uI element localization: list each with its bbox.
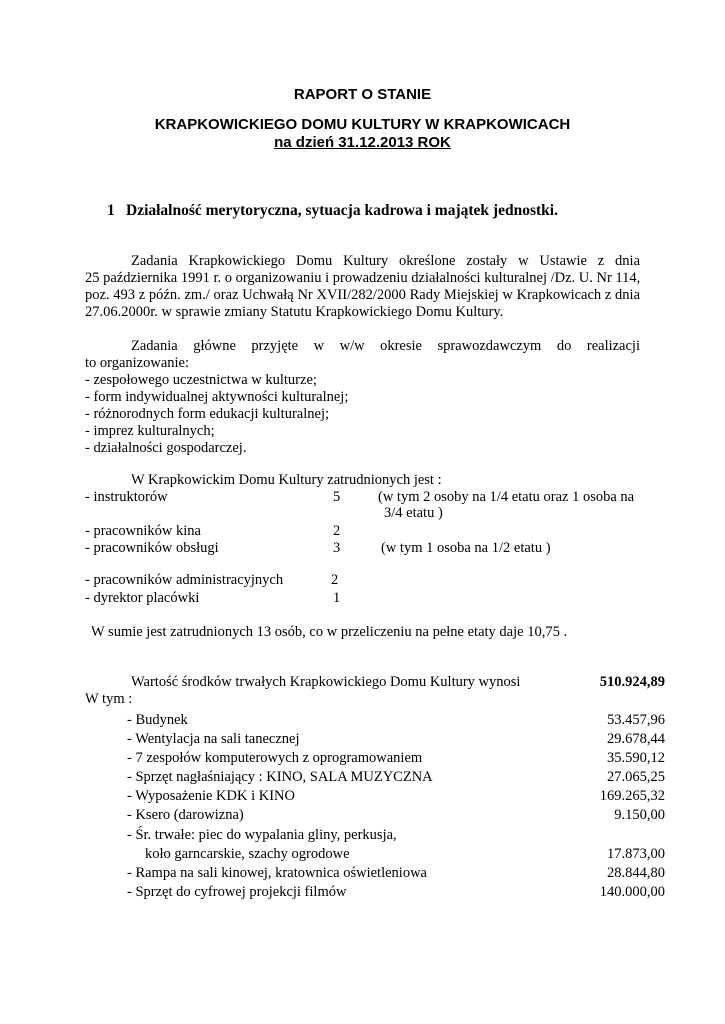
asset-value: 169.265,32 xyxy=(599,788,665,804)
para1-line3: poz. 493 z późn. zm./ oraz Uchwałą Nr XVII/282/2000 Rady Miejskiej w Krapkowicach z dnia xyxy=(85,287,640,303)
asset-label: - Sprzęt do cyfrowej projekcji filmów xyxy=(127,884,347,900)
asset-value: 53.457,96 xyxy=(607,712,665,728)
asset-label: - Ksero (darowizna) xyxy=(127,807,244,823)
staff-label: - instruktorów xyxy=(85,489,168,505)
assets-intro: Wartość środków trwałych Krapkowickiego Domu Kultury wynosi xyxy=(131,674,521,690)
para2-line2: to organizowanie: xyxy=(85,355,190,371)
asset-value: 140.000,00 xyxy=(599,884,665,900)
asset-value: 35.590,12 xyxy=(607,750,665,766)
assets-wtym: W tym : xyxy=(85,691,133,707)
assets-total: 510.924,89 xyxy=(599,674,665,690)
staff-label: - pracowników kina xyxy=(85,523,201,539)
staff-count: 3 xyxy=(333,540,341,556)
asset-value: 17.873,00 xyxy=(607,846,665,862)
list-item: - form indywidualnej aktywności kulturalnej; xyxy=(85,389,349,405)
report-subtitle: KRAPKOWICKIEGO DOMU KULTURY W KRAPKOWICACH xyxy=(154,116,571,133)
para1-line1: Zadania Krapkowickiego Domu Kultury określone zostały w Ustawie z dnia xyxy=(131,253,640,269)
asset-label: - Sprzęt nagłaśniający : KINO, SALA MUZYCZNA xyxy=(127,769,433,785)
staff-label: - dyrektor placówki xyxy=(85,590,200,606)
asset-label-cont: koło garncarskie, szachy ogrodowe xyxy=(145,846,350,862)
list-item: - działalności gospodarczej. xyxy=(85,440,247,456)
asset-label: - Rampa na sali kinowej, kratownica oświetleniowa xyxy=(127,865,427,881)
asset-value: 29.678,44 xyxy=(607,731,665,747)
para2-line1: Zadania główne przyjęte w w/w okresie sprawozdawczym do realizacji xyxy=(131,338,640,354)
list-item: - różnorodnych form edukacji kulturalnej; xyxy=(85,406,330,422)
staff-intro: W Krapkowickim Domu Kultury zatrudnionych jest : xyxy=(131,472,442,488)
staff-count: 2 xyxy=(331,572,339,588)
asset-value: 27.065,25 xyxy=(607,769,665,785)
staff-count: 2 xyxy=(333,523,341,539)
section-heading: Działalność merytoryczna, sytuacja kadrowa i majątek jednostki. xyxy=(126,202,558,219)
staff-note: (w tym 2 osoby na 1/4 etatu oraz 1 osoba na xyxy=(378,489,635,505)
staff-label: - pracowników obsługi xyxy=(85,540,219,556)
staff-label: - pracowników administracyjnych xyxy=(85,572,284,588)
para1-line2: 25 października 1991 r. o organizowaniu i prowadzeniu działalności kulturalnej /Dz. U. Nr 114, xyxy=(85,270,641,286)
asset-label: - Śr. trwałe: piec do wypalania gliny, perkusja, xyxy=(127,827,397,843)
staff-note: (w tym 1 osoba na 1/2 etatu ) xyxy=(381,540,551,556)
asset-label: - 7 zespołów komputerowych z oprogramowaniem xyxy=(127,750,423,766)
asset-value: 9.150,00 xyxy=(614,807,665,823)
staff-note-cont: 3/4 etatu ) xyxy=(384,505,443,521)
staff-count: 5 xyxy=(333,489,341,505)
staff-count: 1 xyxy=(333,590,341,606)
report-title: RAPORT O STANIE xyxy=(293,86,432,103)
section-number: 1 xyxy=(107,202,115,219)
asset-label: - Wyposażenie KDK i KINO xyxy=(127,788,295,804)
report-date: na dzień 31.12.2013 ROK xyxy=(274,134,451,151)
asset-label: - Wentylacja na sali tanecznej xyxy=(127,731,300,747)
asset-value: 28.844,80 xyxy=(607,865,665,881)
list-item: - zespołowego uczestnictwa w kulturze; xyxy=(85,372,317,388)
staff-summary: W sumie jest zatrudnionych 13 osób, co w przeliczeniu na pełne etaty daje 10,75 . xyxy=(91,624,568,640)
para1-line4: 27.06.2000r. w sprawie zmiany Statutu Krapkowickiego Domu Kultury. xyxy=(85,304,504,320)
list-item: - imprez kulturalnych; xyxy=(85,423,215,439)
asset-label: - Budynek xyxy=(127,712,188,728)
